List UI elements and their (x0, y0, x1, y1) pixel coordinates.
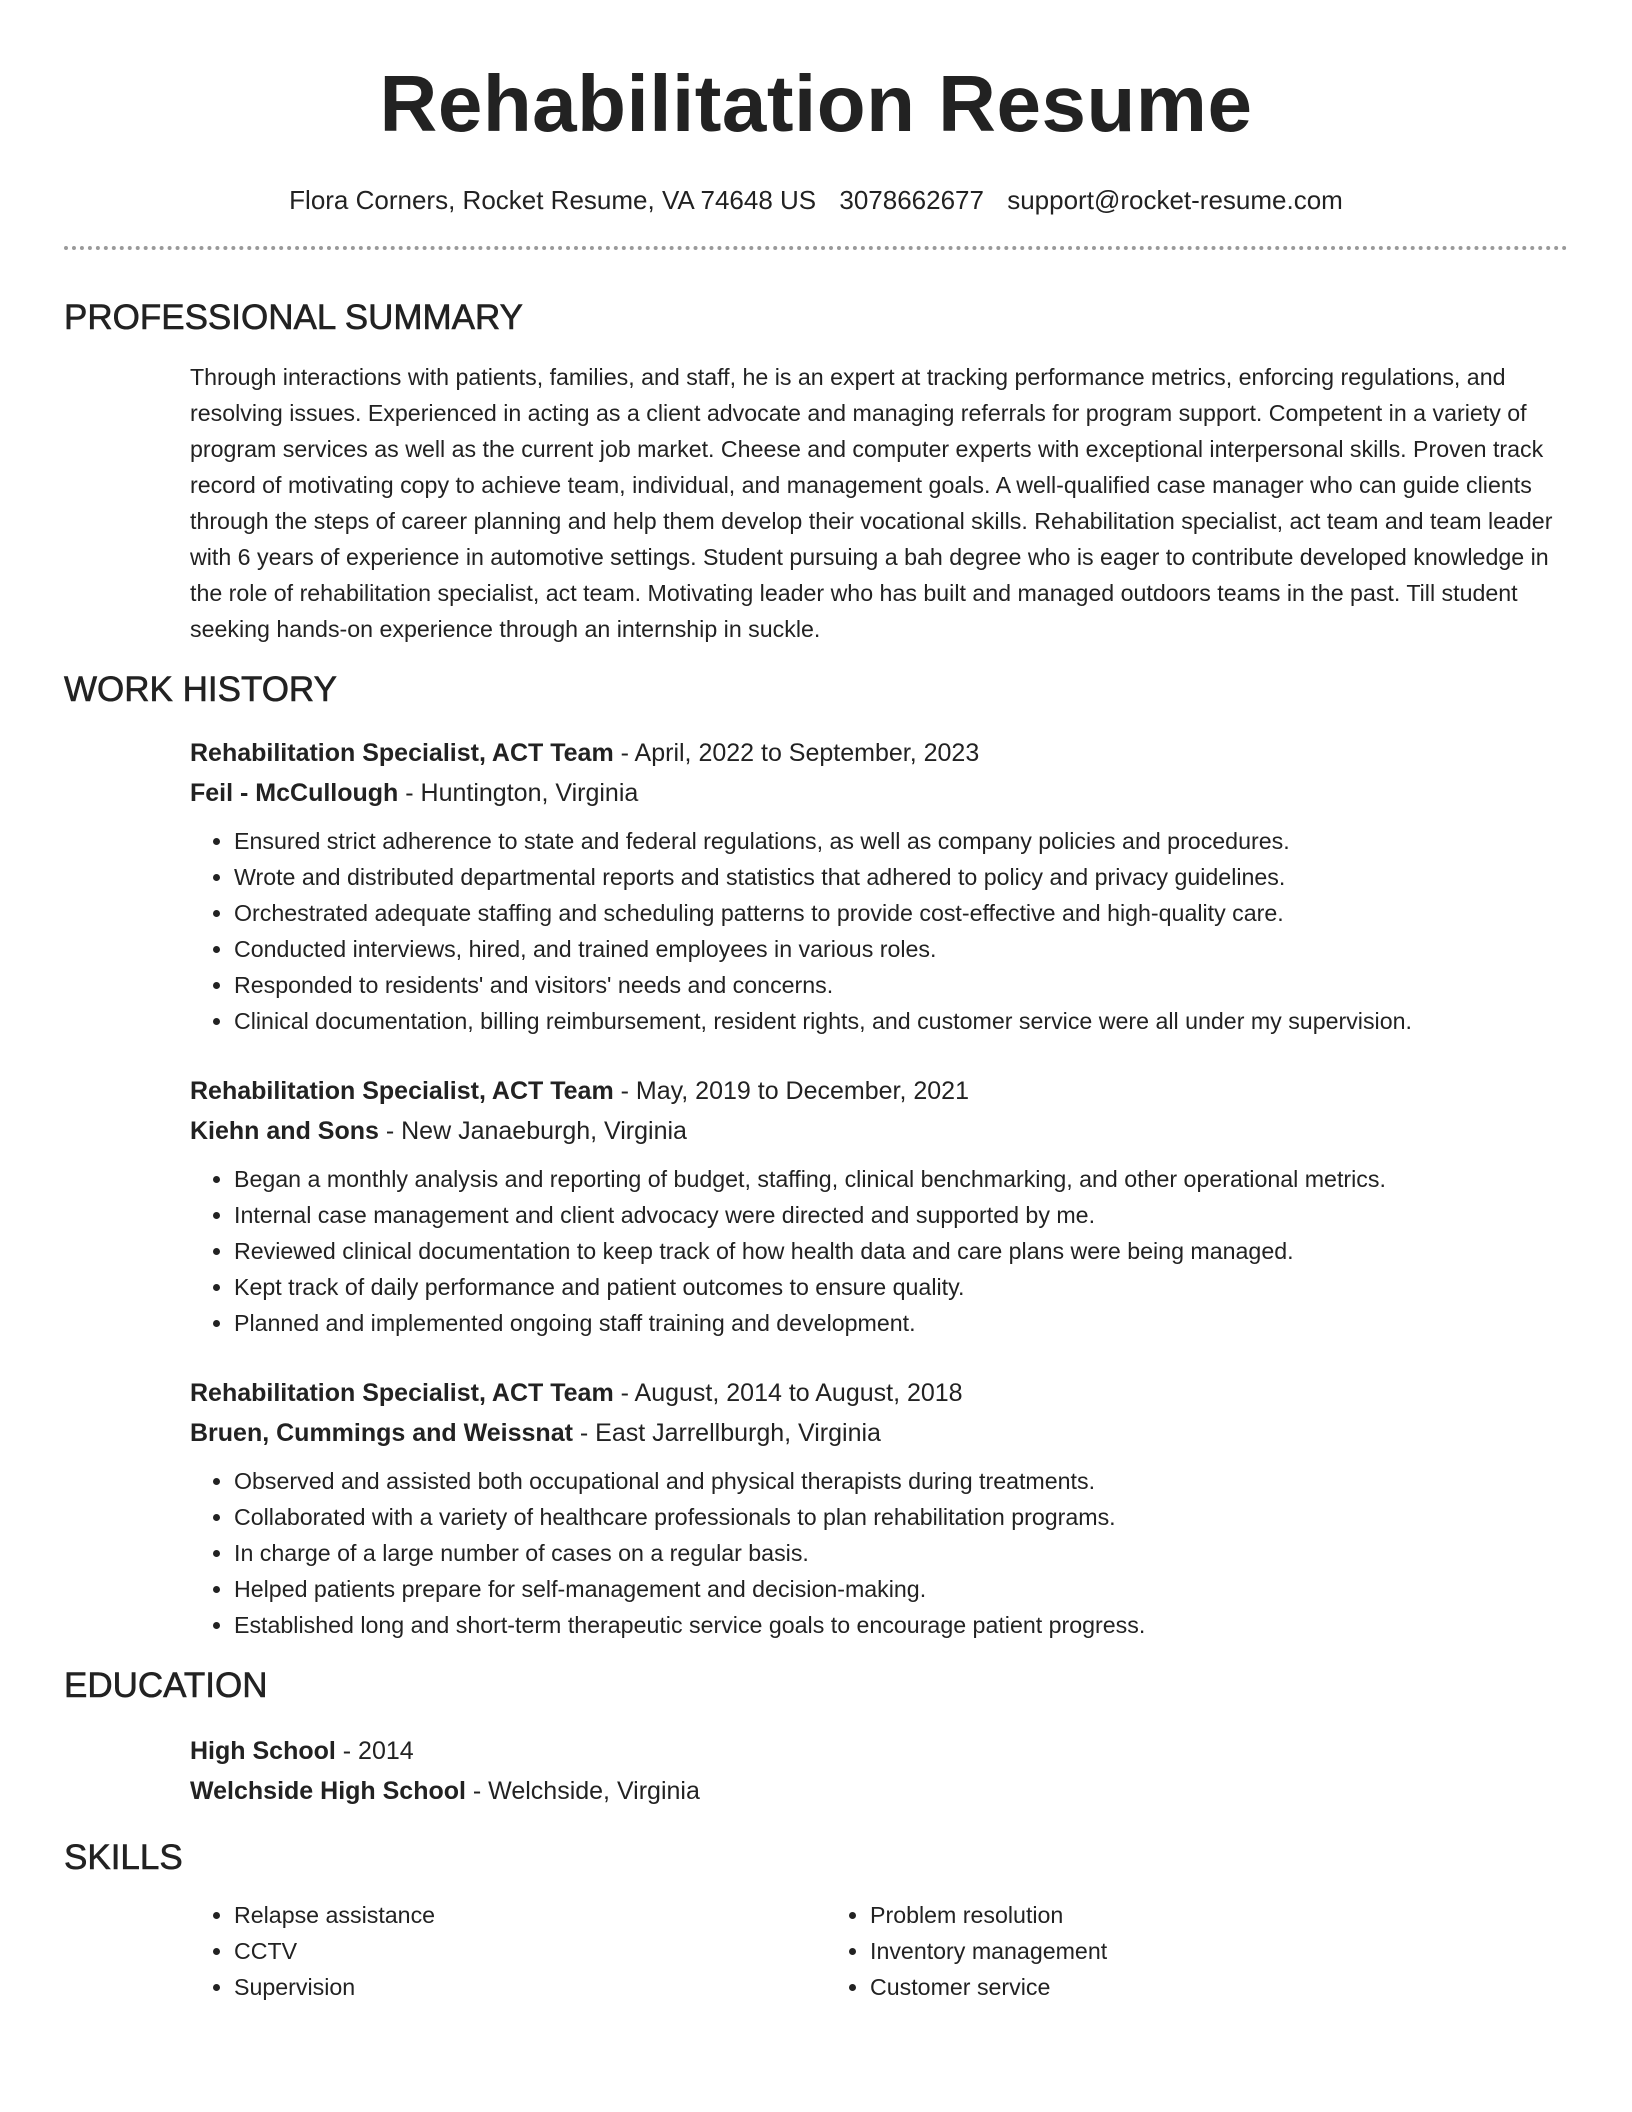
job-duties-list (190, 1463, 1568, 1643)
work-entry (190, 1071, 1568, 1341)
summary-heading: PROFESSIONAL SUMMARY (64, 298, 523, 337)
job-duties-list (190, 1161, 1568, 1341)
skill-item: • Relapse assistance (234, 1897, 826, 1933)
work-entry (190, 1373, 1568, 1643)
job-title: Rehabilitation Specialist, ACT Team (190, 739, 614, 767)
work-entry (190, 733, 1568, 1039)
header-divider (64, 246, 1568, 250)
list-item: • Observed and assisted both occupational and physical therapists during treatments. (234, 1463, 1568, 1499)
list-item: • Reviewed clinical documentation to keep track of how health data and care plans were being managed. (234, 1233, 1568, 1269)
list-item: • In charge of a large number of cases on a regular basis. (234, 1535, 1568, 1571)
job-company: Feil - McCullough (190, 779, 399, 807)
skills-column-right (826, 1897, 1462, 2005)
education-degree: High School (190, 1737, 336, 1765)
skill-item: • Customer service (870, 1969, 1462, 2005)
job-title: Rehabilitation Specialist, ACT Team (190, 1379, 614, 1407)
list-item: • Kept track of daily performance and patient outcomes to ensure quality. (234, 1269, 1568, 1305)
education-school: Welchside High School (190, 1777, 466, 1805)
job-dates: - April, 2022 to September, 2023 (613, 739, 980, 767)
job-location: - East Jarrellburgh, Virginia (572, 1419, 881, 1447)
job-title-line (190, 1373, 1568, 1413)
skills-column-left (190, 1897, 826, 2005)
job-company: Kiehn and Sons (190, 1117, 379, 1145)
job-location: - Huntington, Virginia (398, 779, 639, 807)
list-item: • Wrote and distributed departmental reports and statistics that adhered to policy and privacy guidelines. (234, 859, 1568, 895)
list-item: • Ensured strict adherence to state and federal regulations, as well as company policies and procedures. (234, 823, 1568, 859)
list-item: • Planned and implemented ongoing staff training and development. (234, 1305, 1568, 1341)
list-item: • Helped patients prepare for self-management and decision-making. (234, 1571, 1568, 1607)
list-item: • Orchestrated adequate staffing and scheduling patterns to provide cost-effective and high-quality care. (234, 895, 1568, 931)
skill-item: • CCTV (234, 1933, 826, 1969)
education-entry (190, 1731, 1568, 1811)
job-company-line (190, 1111, 1568, 1151)
contact-phone: 3078662677 (839, 185, 984, 215)
job-location: - New Janaeburgh, Virginia (378, 1117, 687, 1145)
education-school-line (190, 1771, 1568, 1811)
skills-grid (190, 1897, 1568, 2005)
job-title-line (190, 1071, 1568, 1111)
list-item: • Clinical documentation, billing reimbursement, resident rights, and customer service were all under my supervision. (234, 1003, 1568, 1039)
list-item: • Responded to residents' and visitors' needs and concerns. (234, 967, 1568, 1003)
resume-page (64, 0, 1568, 2005)
job-duties-list (190, 823, 1568, 1039)
list-item: • Began a monthly analysis and reporting of budget, staffing, clinical benchmarking, and other operational metrics. (234, 1161, 1568, 1197)
skill-item: • Supervision (234, 1969, 826, 2005)
summary-text: Through interactions with patients, families, and staff, he is an expert at tracking performance metrics, enforcing regulations, and resolving issues. Experienced in acting as a client advocate and managing referrals for program support. Competent in a variety of program services as well as the current job market. Cheese and computer experts with exceptional interpersonal skills. Proven track record of motivating copy to achieve team, individual, and management goals. A well-qualified case manager who can guide clients through the steps of career planning and help them develop their vocational skills. Rehabilitation specialist, act team and team leader with 6 years of experience in automotive settings. Student pursuing a bah degree who is eager to contribute developed knowledge in the role of rehabilitation specialist, act team. Motivating leader who has built and managed outdoors teams in the past. Till student seeking hands-on experience through an internship in suckle. (190, 364, 1553, 642)
contact-line (64, 184, 1568, 216)
education-heading: EDUCATION (64, 1666, 268, 1705)
contact-email: support@rocket-resume.com (1007, 185, 1343, 215)
education-degree-line (190, 1731, 1568, 1771)
list-item: • Collaborated with a variety of healthcare professionals to plan rehabilitation programs. (234, 1499, 1568, 1535)
job-title-line (190, 733, 1568, 773)
skill-item: • Problem resolution (870, 1897, 1462, 1933)
list-item: • Internal case management and client advocacy were directed and supported by me. (234, 1197, 1568, 1233)
job-title: Rehabilitation Specialist, ACT Team (190, 1077, 614, 1105)
education-year: - 2014 (335, 1737, 414, 1765)
resume-title: Rehabilitation Resume (379, 59, 1253, 148)
list-item: • Established long and short-term therapeutic service goals to encourage patient progress. (234, 1607, 1568, 1643)
job-dates: - May, 2019 to December, 2021 (613, 1077, 969, 1105)
contact-address: Flora Corners, Rocket Resume, VA 74648 US (289, 185, 817, 215)
work-history-heading: WORK HISTORY (64, 670, 337, 709)
job-dates: - August, 2014 to August, 2018 (613, 1379, 963, 1407)
skills-heading: SKILLS (64, 1838, 183, 1877)
list-item: • Conducted interviews, hired, and trained employees in various roles. (234, 931, 1568, 967)
job-company: Bruen, Cummings and Weissnat (190, 1419, 573, 1447)
job-company-line (190, 1413, 1568, 1453)
skill-item: • Inventory management (870, 1933, 1462, 1969)
job-company-line (190, 773, 1568, 813)
education-location: - Welchside, Virginia (465, 1777, 700, 1805)
